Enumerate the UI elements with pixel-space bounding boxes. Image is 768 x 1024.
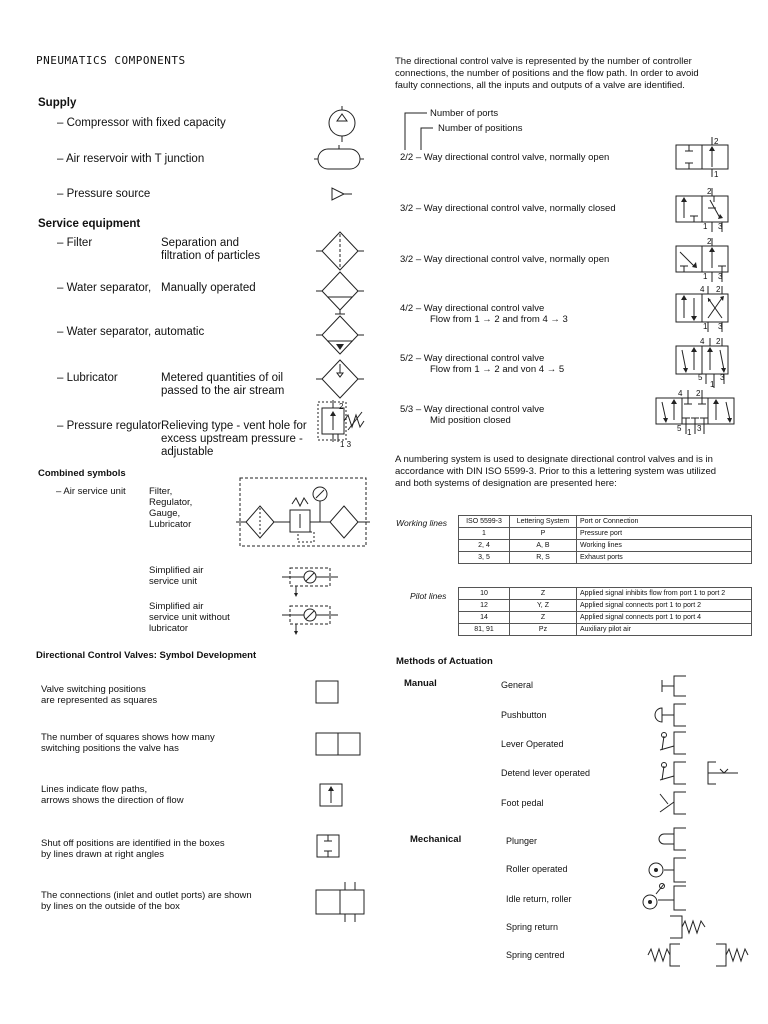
combined-heading: Combined symbols <box>38 468 126 479</box>
ports-squares-icon <box>315 882 365 922</box>
valve-5-3-icon <box>652 390 738 436</box>
number-of-positions-label: Number of positions <box>438 123 523 134</box>
v6-port-1: 1 <box>687 428 692 437</box>
valve-3-2-nc-icon <box>672 188 732 234</box>
valve-3-2-nc-label: 3/2 – Way directional control valve, normally closed <box>400 203 616 214</box>
v2-port-2: 2 <box>707 187 712 196</box>
table-row: 81, 91 Pz Auxiliary pilot air <box>459 624 752 636</box>
table-row: 3, 5 R, S Exhaust ports <box>459 552 752 564</box>
compressor-label: – Compressor with fixed capacity <box>57 117 226 129</box>
air-reservoir-label: – Air reservoir with T junction <box>57 153 205 165</box>
supply-heading: Supply <box>38 97 77 109</box>
pilot-lines-label: Pilot lines <box>410 591 447 601</box>
v1-port-2: 2 <box>714 137 719 146</box>
water-sep-auto-label: – Water separator, automatic <box>57 326 205 338</box>
water-sep-manual-desc: Manually operated <box>161 282 256 294</box>
manual-general-icon <box>656 674 688 698</box>
valve-2-2-icon <box>672 137 732 179</box>
regulator-port-1-3: 1 3 <box>340 440 352 449</box>
pressure-regulator-desc: Relieving type - vent hole for excess upstream pressure - adjustable <box>161 420 307 458</box>
actuation-detend-lever-label: Detend lever operated <box>501 768 591 778</box>
valve-5-2-label: 5/2 – Way directional control valve Flow from 1 → 2 and von 4 → 5 <box>400 353 565 375</box>
detend-lever-icon <box>654 760 740 786</box>
v5-port-2: 2 <box>716 337 721 346</box>
actuation-general-label: General <box>501 680 534 690</box>
lubricator-desc: Metered quantities of oil passed to the air stream <box>161 372 285 397</box>
v6-port-5: 5 <box>677 424 682 433</box>
table-row: 2, 4 A, B Working lines <box>459 540 752 552</box>
working-lines-label: Working lines <box>396 518 448 528</box>
v3-port-2: 2 <box>707 237 712 246</box>
valve-3-2-no-icon <box>672 238 732 284</box>
single-square-icon <box>315 680 339 704</box>
regulator-port-2: 2 <box>339 402 344 411</box>
table-row: 14 Z Applied signal connects port 1 to port 4 <box>459 612 752 624</box>
simplified-asu-label: Simplified air service unit <box>149 565 204 587</box>
v3-port-1: 1 <box>703 272 708 281</box>
valve-4-2-label: 4/2 – Way directional control valve Flow from 1 → 2 and from 4 → 3 <box>400 303 568 325</box>
shut-off-square-icon <box>316 834 340 858</box>
dcv-dev-item-1: Valve switching positions are represented as squares <box>41 684 158 706</box>
v6-port-3: 3 <box>697 424 702 433</box>
dcv-dev-item-4: Shut off positions are identified in the boxes by lines drawn at right angles <box>41 838 225 860</box>
v4-port-4: 4 <box>700 285 705 294</box>
manual-label: Manual <box>404 678 437 689</box>
v5-port-1: 1 <box>710 380 715 389</box>
table-row: 10 Z Applied signal inhibits flow from port 1 to port 2 <box>459 588 752 600</box>
v5-port-3: 3 <box>720 373 725 382</box>
air-reservoir-icon <box>314 145 364 173</box>
v1-port-1: 1 <box>714 170 719 179</box>
lubricator-icon <box>316 358 364 400</box>
valve-2-2-label: 2/2 – Way directional control valve, normally open <box>400 152 610 163</box>
valve-3-2-no-label: 3/2 – Way directional control valve, normally open <box>400 254 610 265</box>
simplified-asu-nolub-icon <box>282 604 338 638</box>
actuation-pushbutton-label: Pushbutton <box>501 710 547 720</box>
service-heading: Service equipment <box>38 218 141 230</box>
number-of-ports-label: Number of ports <box>430 108 499 119</box>
v5-port-5: 5 <box>698 373 703 382</box>
mechanical-label: Mechanical <box>410 834 462 845</box>
v6-port-2: 2 <box>696 389 701 398</box>
compressor-icon <box>322 106 362 142</box>
v2-port-3: 3 <box>718 222 723 231</box>
table-header-row: ISO 5599-3 Lettering System Port or Connection <box>459 516 752 528</box>
filter-desc: Separation and filtration of particles <box>161 237 261 262</box>
v4-port-1: 1 <box>703 322 708 331</box>
plunger-icon <box>652 826 688 852</box>
filter-label: – Filter <box>57 237 93 249</box>
simplified-asu-nolub-label: Simplified air service unit without lubricator <box>149 601 230 634</box>
table-row: 1 P Pressure port <box>459 528 752 540</box>
actuation-lever-label: Lever Operated <box>501 739 564 749</box>
air-service-unit-list: Filter, Regulator, Gauge, Lubricator <box>149 486 193 530</box>
v4-port-3: 3 <box>718 322 723 331</box>
air-service-unit-label: – Air service unit <box>56 486 126 497</box>
pilot-lines-table <box>458 587 752 636</box>
pressure-source-icon <box>330 186 354 202</box>
flow-arrow-square-icon <box>319 783 343 807</box>
spring-return-icon <box>668 914 710 940</box>
actuation-idle-return-label: Idle return, roller <box>506 894 572 904</box>
v6-port-4: 4 <box>678 389 683 398</box>
lever-icon <box>654 730 688 756</box>
two-squares-icon <box>315 732 361 756</box>
water-sep-manual-label: – Water separator, <box>57 282 152 294</box>
actuation-spring-centred-label: Spring centred <box>506 950 565 960</box>
v3-port-3: 3 <box>718 272 723 281</box>
actuation-heading: Methods of Actuation <box>396 656 493 667</box>
page-title: PNEUMATICS COMPONENTS <box>36 54 186 67</box>
actuation-plunger-label: Plunger <box>506 836 538 846</box>
pressure-source-label: – Pressure source <box>57 188 151 200</box>
idle-return-roller-icon <box>640 880 688 914</box>
working-lines-table <box>458 515 752 564</box>
dcv-development-heading: Directional Control Valves: Symbol Development <box>36 650 257 661</box>
pushbutton-icon <box>652 702 688 728</box>
actuation-roller-label: Roller operated <box>506 864 568 874</box>
dcv-dev-item-3: Lines indicate flow paths, arrows shows the direction of flow <box>41 784 184 806</box>
table-row: 12 Y, Z Applied signal connects port 1 to port 2 <box>459 600 752 612</box>
numbering-text: A numbering system is used to designate directional control valves and is in accordance with DIN ISO 5599-3. Prior to this a lettering system was utilized and both systems of designation are presented here: <box>395 454 717 489</box>
air-service-unit-icon <box>236 476 370 548</box>
actuation-spring-return-label: Spring return <box>506 922 559 932</box>
actuation-foot-pedal-label: Foot pedal <box>501 798 544 808</box>
dcv-intro: The directional control valve is represented by the number of controller connections, the number of positions and the flow path. In order to avoid faulty connections, all the inputs and outputs of a valve are identified. <box>395 56 699 91</box>
valve-5-3-label: 5/3 – Way directional control valve Mid position closed <box>400 404 545 426</box>
v4-port-2: 2 <box>716 285 721 294</box>
foot-pedal-icon <box>654 790 688 816</box>
v5-port-4: 4 <box>700 337 705 346</box>
water-separator-auto-icon <box>316 314 364 358</box>
spring-centred-icon <box>646 942 750 968</box>
water-separator-manual-icon <box>316 270 364 314</box>
v2-port-1: 1 <box>703 222 708 231</box>
filter-icon <box>316 230 364 272</box>
dcv-dev-item-5: The connections (inlet and outlet ports) are shown by lines on the outside of the box <box>41 890 252 912</box>
dcv-dev-item-2: The number of squares shows how many switching positions the valve has <box>41 732 215 754</box>
pressure-regulator-label: – Pressure regulator <box>57 420 162 432</box>
simplified-asu-icon <box>282 566 338 600</box>
lubricator-label: – Lubricator <box>57 372 118 384</box>
